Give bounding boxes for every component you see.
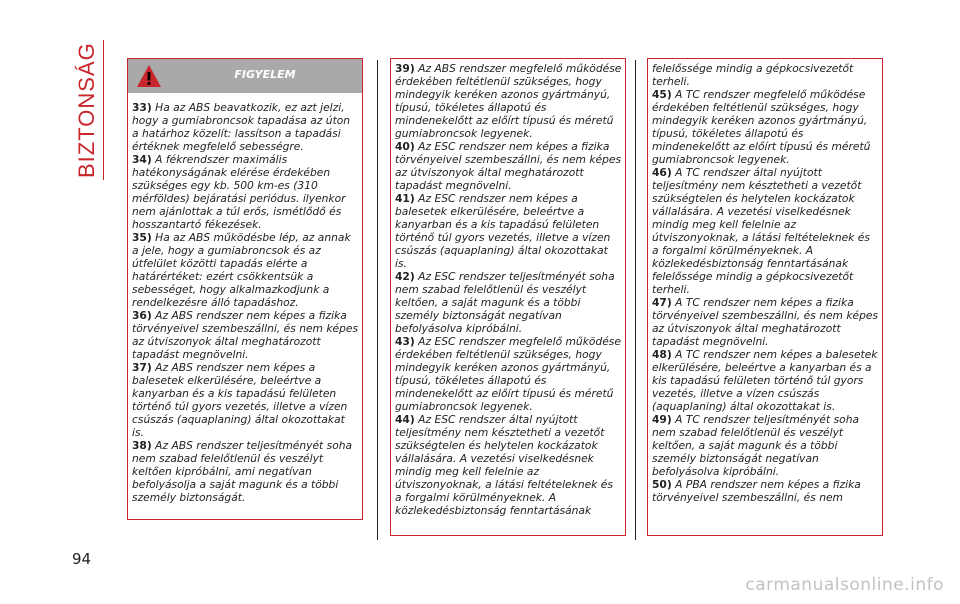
warning-item-36: 36) Az ABS rendszer nem képes a fizika törvényeivel szembeszállni, és nem képes az útviszonyok által meghatározott tapadást megnövelni. bbox=[132, 309, 359, 361]
warning-content bbox=[132, 101, 359, 504]
note-item-44: 44) Az ESC rendszer által nyújtott teljesítmény nem késztetheti a vezetőt szükségtelen és helytelen kockázatok vállalására. A vezetési viselkedésnek mindig meg kell felelnie az útviszonyoknak, a látási feltételeknek és a forgalmi körülményeknek. A közlekedésbiztonság fenntartásának bbox=[395, 413, 613, 517]
note-item-39: 39) Az ABS rendszer megfelelő működése érdekében feltétlenül szükséges, hogy mindegyik keréken azonos gyártmányú, típusú, tökéletes állapotú és mindenekelőtt az előírt típusú és méretű gumiabroncsok legyenek. bbox=[395, 62, 622, 140]
warning-label: FIGYELEM bbox=[234, 68, 296, 81]
watermark: carmanualsonline.info bbox=[745, 575, 944, 595]
warning-item-33: 33) Ha az ABS beavatkozik, ez azt jelzi, hogy a gumiabroncsok tapadása az úton a határhoz közelít: lassítson a tapadási értéknek megfelelő sebességre. bbox=[132, 101, 351, 153]
continued-text: felelőssége mindig a gépkocsivezetőt terheli. bbox=[652, 62, 854, 88]
warning-box bbox=[127, 58, 363, 520]
note-item-46: 46) A TC rendszer által nyújtott teljesítmény nem késztetheti a vezetőt szükségtelen és helytelen kockázatok vállalására. A vezetési viselkedésnek mindig meg kell felelnie az útviszonyoknak, a látási feltételeknek és a forgalmi körülményeknek. A közlekedésbiztonság fenntartásának felelőssége mindig a gépkocsivezetőt terheli. bbox=[652, 166, 870, 296]
note-item-43: 43) Az ESC rendszer megfelelő működése érdekében feltétlenül szükséges, hogy mindegyik keréken azonos gyártmányú, típusú, tökéletes állapotú és mindenekelőtt az előírt típusú és méretű gumiabroncsok legyenek. bbox=[395, 335, 621, 413]
section-title: BIZTONSÁG bbox=[74, 42, 99, 178]
right-box bbox=[647, 58, 883, 536]
warning-item-34: 34) A fékrendszer maximális hatékonyságának elérése érdekében szükséges egy kb. 500 km-es (310 mérföldes) bejáratási periódus. ilyenkor nem ajánlottak a túl erős, ismétlődő és hosszantartó fékezések. bbox=[132, 153, 346, 231]
column-divider bbox=[635, 60, 636, 540]
middle-content bbox=[395, 62, 622, 517]
warning-item-37: 37) Az ABS rendszer nem képes a balesetek elkerülésére, beleértve a kanyarban és a kis tapadású felületen történő túl gyors vezetés, illetve a vízen csúszás (aquaplaning) által okozottakat is. bbox=[132, 361, 348, 439]
note-item-41: 41) Az ESC rendszer nem képes a balesetek elkerülésére, beleértve a kanyarban és a kis tapadású felületen történő túl gyors vezetés, illetve a vízen csúszás (aquaplaning) által okozottakat is. bbox=[395, 192, 611, 270]
warning-banner bbox=[128, 59, 362, 93]
note-item-48: 48) A TC rendszer nem képes a balesetek elkerülésére, beleértve a kanyarban és a kis tapadású felületen történő túl gyors vezetés, illetve a vízen csúszás (aquaplaning) által okozottakat is. bbox=[652, 348, 878, 413]
note-item-40: 40) Az ESC rendszer nem képes a fizika törvényeivel szembeszállni, és nem képes az útviszonyok által meghatározott tapadást megnövelni. bbox=[395, 140, 622, 192]
page-number: 94 bbox=[72, 550, 92, 568]
middle-box bbox=[390, 58, 626, 536]
note-item-50: 50) A PBA rendszer nem képes a fizika törvényeivel szembeszállni, és nem bbox=[652, 478, 861, 504]
warning-item-35: 35) Ha az ABS működésbe lép, az annak a jele, hogy a gumiabroncsok és az útfelület közötti tapadás elérte a határértéket: ezért csökkentsük a sebességet, hogy alkalmazkodjunk a rendelkezésre álló tapadáshoz. bbox=[132, 231, 351, 309]
column-divider bbox=[377, 60, 378, 540]
note-item-42: 42) Az ESC rendszer teljesítményét soha nem szabad felelőtlenül és veszélyt keltően, a saját magunk és a többi személy biztonságát negatívan befolyásolva kipróbálni. bbox=[395, 270, 615, 335]
note-item-47: 47) A TC rendszer nem képes a fizika törvényeivel szembeszállni, és nem képes az útviszonyok által meghatározott tapadást megnövelni. bbox=[652, 296, 879, 348]
note-item-45: 45) A TC rendszer megfelelő működése érdekében feltétlenül szükséges, hogy mindegyik keréken azonos gyártmányú, típusú, tökéletes állapotú és mindenekelőtt az előírt típusú és méretű gumiabroncsok legyenek. bbox=[652, 88, 871, 166]
section-rule bbox=[103, 40, 104, 180]
warning-item-38: 38) Az ABS rendszer teljesítményét soha nem szabad felelőtlenül és veszélyt keltően kipróbálni, ami negatívan befolyásolja a saját magunk és a többi személy biztonságát. bbox=[132, 439, 353, 504]
note-item-49: 49) A TC rendszer teljesítményét soha nem szabad felelőtlenül és veszélyt keltően, a saját magunk és a többi személy biztonságát negatívan befolyásolva kipróbálni. bbox=[652, 413, 860, 478]
right-content bbox=[652, 62, 879, 504]
